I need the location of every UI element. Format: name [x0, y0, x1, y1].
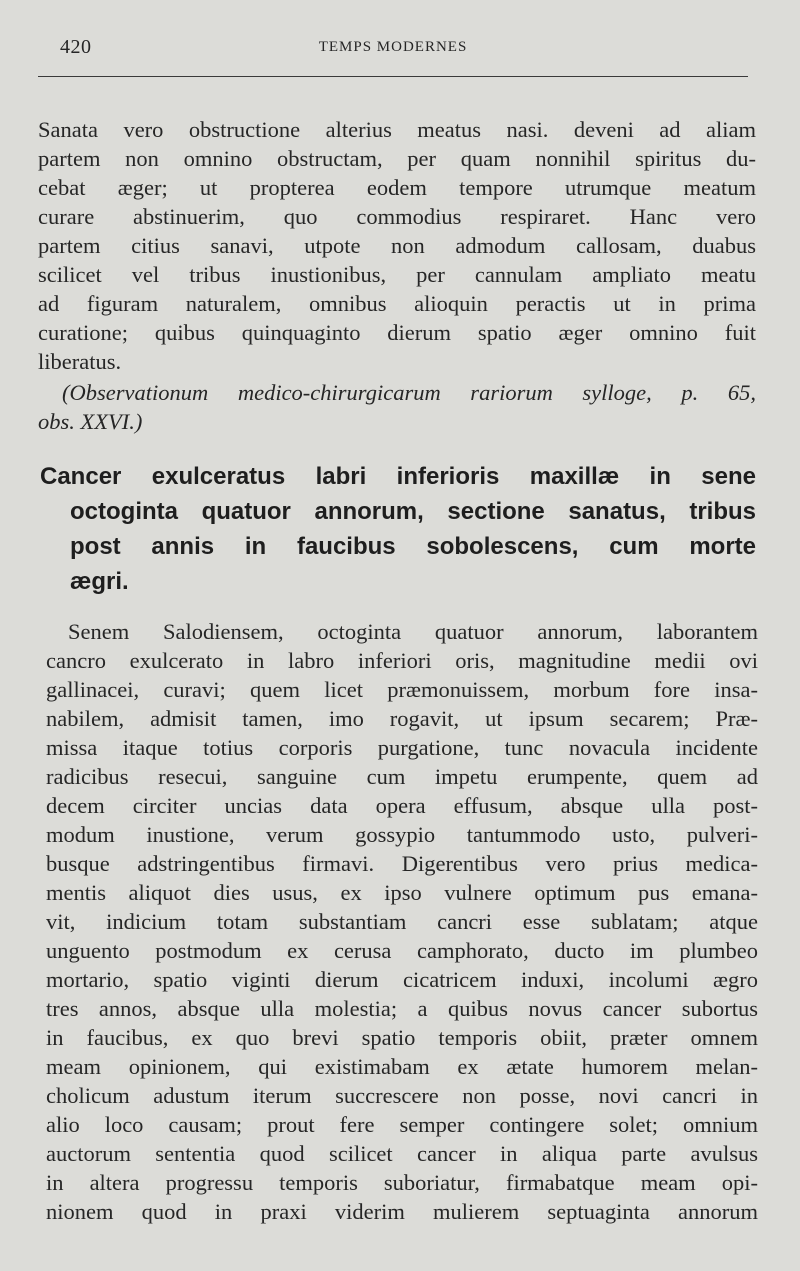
- text-line: nionem quod in praxi viderim mulierem septuaginta annorum: [46, 1199, 758, 1224]
- text-line: radicibus resecui, sanguine cum impetu erumpente, quem ad: [46, 764, 758, 789]
- citation-line: (Observationum medico-chirurgicarum rariorum sylloge, p. 65,: [62, 380, 756, 405]
- text-line: alio loco causam; prout fere semper contingere solet; omnium: [46, 1112, 758, 1137]
- text-line: mentis aliquot dies usus, ex ipso vulnere optimum pus emana-: [46, 880, 758, 905]
- text-line: nabilem, admisit tamen, imo rogavit, ut ipsum secarem; Præ-: [46, 706, 758, 731]
- text-line: cancro exulcerato in labro inferiori oris, magnitudine medii ovi: [46, 648, 758, 673]
- text-line: tres annos, absque ulla molestia; a quibus novus cancer subortus: [46, 996, 758, 1021]
- heading-line: ægri.: [70, 568, 129, 595]
- text-line: auctorum sententia quod scilicet cancer in aliqua parte avulsus: [46, 1141, 758, 1166]
- text-line: busque adstringentibus firmavi. Digerentibus vero prius medica-: [46, 851, 758, 876]
- text-line: in altera progressu temporis suboriatur, firmabatque meam opi-: [46, 1170, 758, 1195]
- heading-line: Cancer exulceratus labri inferioris maxillæ in sene: [40, 463, 756, 490]
- page-header: [38, 30, 748, 77]
- running-title: TEMPS MODERNES: [318, 39, 468, 55]
- text-line: cebat æger; ut propterea eodem tempore utrumque meatum: [38, 175, 756, 200]
- text-line: gallinacei, curavi; quem licet præmonuissem, morbum fore insa-: [46, 677, 758, 702]
- citation-line: obs. XXVI.): [38, 409, 143, 434]
- text-line: scilicet vel tribus inustionibus, per cannulam ampliato meatu: [38, 262, 756, 287]
- text-line: Senem Salodiensem, octoginta quatuor annorum, laborantem: [68, 619, 758, 644]
- text-line: missa itaque totius corporis purgatione, tunc novacula incidente: [46, 735, 758, 760]
- text-line: decem circiter uncias data opera effusum, absque ulla post-: [46, 793, 758, 818]
- heading-line: octoginta quatuor annorum, sectione sanatus, tribus: [70, 498, 756, 525]
- text-line: meam opinionem, qui existimabam ex ætate humorem melan-: [46, 1054, 758, 1079]
- page-number: 420: [60, 36, 92, 58]
- text-line: unguento postmodum ex cerusa camphorato, ducto im plumbeo: [46, 938, 758, 963]
- text-line: cholicum adustum iterum succrescere non posse, novi cancri in: [46, 1083, 758, 1108]
- text-line: ad figuram naturalem, omnibus alioquin peractis ut in prima: [38, 291, 756, 316]
- text-line: partem citius sanavi, utpote non admodum callosam, duabus: [38, 233, 756, 258]
- heading-line: post annis in faucibus sobolescens, cum morte: [70, 533, 756, 560]
- text-line: mortario, spatio viginti dierum cicatricem induxi, incolumi ægro: [46, 967, 758, 992]
- text-line: in faucibus, ex quo brevi spatio temporis obiit, præter omnem: [46, 1025, 758, 1050]
- text-line: vit, indicium totam substantiam cancri esse sublatam; atque: [46, 909, 758, 934]
- text-line: partem non omnino obstructam, per quam nonnihil spiritus du-: [38, 146, 756, 171]
- text-line: curare abstinuerim, quo commodius respiraret. Hanc vero: [38, 204, 756, 229]
- text-line: liberatus.: [38, 349, 122, 374]
- text-line: Sanata vero obstructione alterius meatus nasi. deveni ad aliam: [38, 117, 756, 142]
- text-line: curatione; quibus quinquaginto dierum spatio æger omnino fuit: [38, 320, 756, 345]
- text-line: modum inustione, verum gossypio tantummodo usto, pulveri-: [46, 822, 758, 847]
